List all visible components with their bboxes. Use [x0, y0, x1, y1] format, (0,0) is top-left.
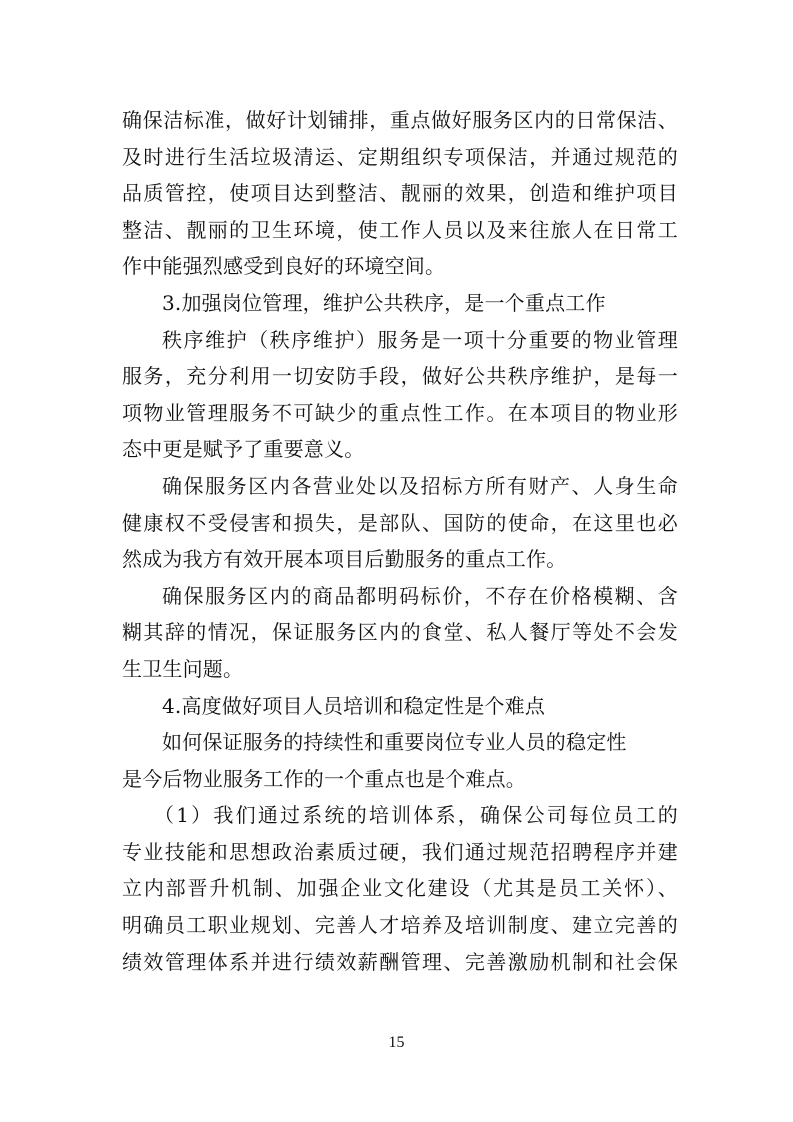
- text-line: 专业技能和思想政治素质过硬，我们通过规范招聘程序并建: [122, 839, 678, 864]
- body-text: [122, 102, 678, 980]
- text-line: 立内部晋升机制、加强企业文化建设（尤其是员工关怀）、: [122, 876, 678, 901]
- text-line: 品质管控，使项目达到整洁、靓丽的效果，创造和维护项目: [122, 181, 678, 206]
- text-line: 绩效管理体系并进行绩效薪酬管理、完善激励机制和社会保: [122, 949, 678, 974]
- text-line: 如何保证服务的持续性和重要岗位专业人员的稳定性: [162, 730, 627, 755]
- text-line: 及时进行生活垃圾清运、定期组织专项保洁，并通过规范的: [122, 144, 678, 169]
- text-line: 然成为我方有效开展本项目后勤服务的重点工作。: [122, 547, 567, 572]
- text-line: 糊其辞的情况，保证服务区内的食堂、私人餐厅等处不会发: [122, 620, 678, 645]
- section-heading: 4.高度做好项目人员培训和稳定性是个难点: [162, 693, 546, 718]
- text-line: 是今后物业服务工作的一个重点也是个难点。: [122, 766, 526, 791]
- page-number: 15: [388, 1034, 405, 1051]
- section-heading: 3.加强岗位管理，维护公共秩序，是一个重点工作: [162, 290, 606, 315]
- text-line: 服务，充分利用一切安防手段，做好公共秩序维护，是每一: [122, 364, 678, 389]
- text-line: 确保洁标准，做好计划铺排，重点做好服务区内的日常保洁、: [122, 108, 678, 132]
- text-line: 健康权不受侵害和损失，是部队、国防的使命，在这里也必: [122, 510, 678, 535]
- text-line: （1）我们通过系统的培训体系，确保公司每位员工的: [154, 803, 678, 828]
- text-line: 生卫生问题。: [122, 656, 244, 681]
- text-line: 态中更是赋予了重要意义。: [122, 437, 365, 462]
- text-line: 作中能强烈感受到良好的环境空间。: [122, 254, 446, 279]
- text-line: 秩序维护（秩序维护）服务是一项十分重要的物业管理: [162, 327, 678, 352]
- text-line: 项物业管理服务不可缺少的重点性工作。在本项目的物业形: [122, 400, 678, 425]
- text-line: 整洁、靓丽的卫生环境，使工作人员以及来往旅人在日常工: [122, 217, 678, 242]
- text-line: 确保服务区内的商品都明码标价，不存在价格模糊、含: [162, 583, 678, 608]
- text-line: 明确员工职业规划、完善人才培养及培训制度、建立完善的: [122, 913, 678, 938]
- text-line: 确保服务区内各营业处以及招标方所有财产、人身生命: [162, 473, 678, 498]
